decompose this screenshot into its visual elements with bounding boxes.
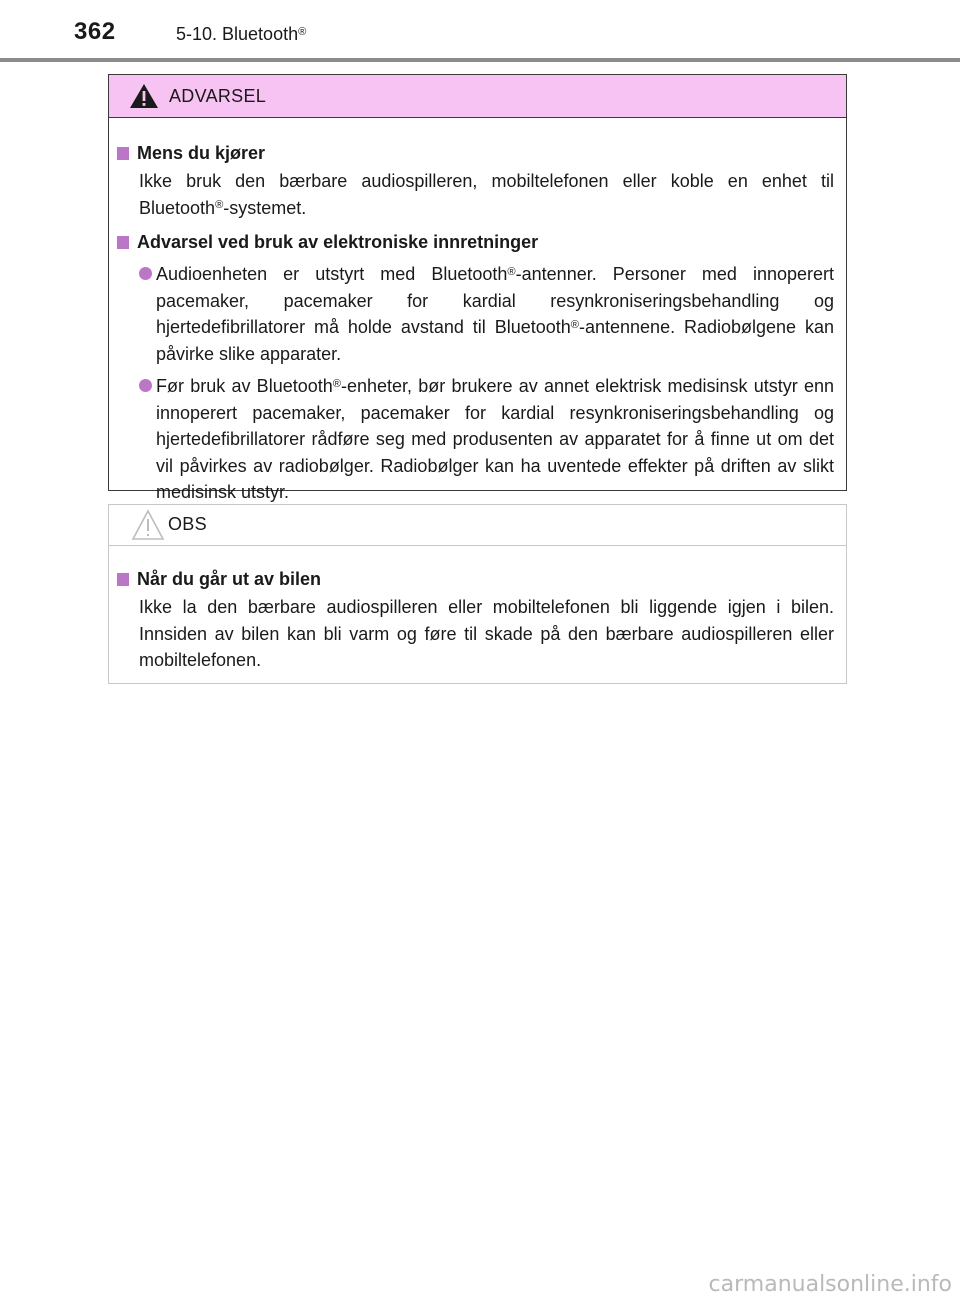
- registered-mark: ®: [298, 25, 307, 38]
- section-heading: [115, 140, 836, 166]
- warning-content: [109, 118, 846, 506]
- square-bullet-icon: [117, 236, 129, 249]
- section-title: [176, 24, 306, 45]
- heading-text: Mens du kjører: [137, 143, 266, 163]
- notice-content: [109, 546, 846, 674]
- section-heading: [115, 229, 836, 255]
- text-run: -antenner. Personer med innoperert pacemaker, pacemaker for kardial resynkroniseringsbehandling og hjertedefibrillatorer må holde avstand til Bluetooth: [156, 264, 834, 337]
- list-item: [115, 373, 836, 506]
- text-run: -antennene. Radiobølgene kan påvirke slike apparater.: [156, 317, 834, 364]
- bullet-text: [156, 373, 834, 506]
- notice-label: OBS: [168, 514, 207, 534]
- notice-box: [108, 504, 847, 684]
- header-rule: [0, 58, 960, 62]
- heading-text: Advarsel ved bruk av elektroniske innretninger: [137, 232, 539, 252]
- round-bullet-icon: [139, 267, 152, 280]
- paragraph: Ikke la den bærbare audiospilleren eller mobiltelefonen bli liggende igjen i bilen. Innsiden av bilen kan bli varm og føre til skade på den bærbare audiospilleren eller mobiltelefonen.: [139, 597, 834, 670]
- registered-mark: ®: [332, 377, 341, 390]
- warning-triangle-icon: [129, 83, 159, 109]
- section-title-text: 5-10. Bluetooth: [176, 24, 299, 44]
- round-bullet-icon: [139, 379, 152, 392]
- warning-box: [108, 74, 847, 502]
- page-number: 362: [74, 18, 116, 45]
- registered-mark: ®: [507, 265, 516, 278]
- warning-header: [109, 75, 846, 118]
- registered-mark: ®: [215, 199, 224, 212]
- text-run: -enheter, bør brukere av annet elektrisk medisinsk utstyr enn innoperert pacemaker, pacemaker for kardial resynkroniseringsbehandling og hjertedefibrillatorer rådføre seg med produsenten av apparatet for å finne ut om det vil påvirkes av radiobølger. Radiobølger kan ha uventede effekter på driften av slikt medisinsk utstyr.: [156, 376, 834, 502]
- text-run: -systemet.: [223, 197, 307, 218]
- square-bullet-icon: [117, 573, 129, 586]
- notice-header: [109, 505, 846, 546]
- caution-triangle-outline-icon: [131, 509, 165, 541]
- page-header: [0, 0, 960, 62]
- text-run: Audioenheten er utstyrt med Bluetooth: [156, 264, 508, 284]
- paragraph: [115, 168, 836, 221]
- text-run: Ikke bruk den bærbare audiospilleren, mobiltelefonen eller koble en enhet til Bluetooth: [139, 171, 834, 218]
- warning-label: ADVARSEL: [169, 86, 267, 106]
- heading-text: Når du går ut av bilen: [137, 569, 322, 589]
- bullet-text: [156, 261, 834, 367]
- watermark: carmanualsonline.info: [708, 1272, 952, 1297]
- section-heading: [115, 566, 836, 592]
- text-run: Før bruk av Bluetooth: [156, 376, 333, 396]
- registered-mark: ®: [570, 318, 579, 331]
- square-bullet-icon: [117, 147, 129, 160]
- list-item: [115, 261, 836, 367]
